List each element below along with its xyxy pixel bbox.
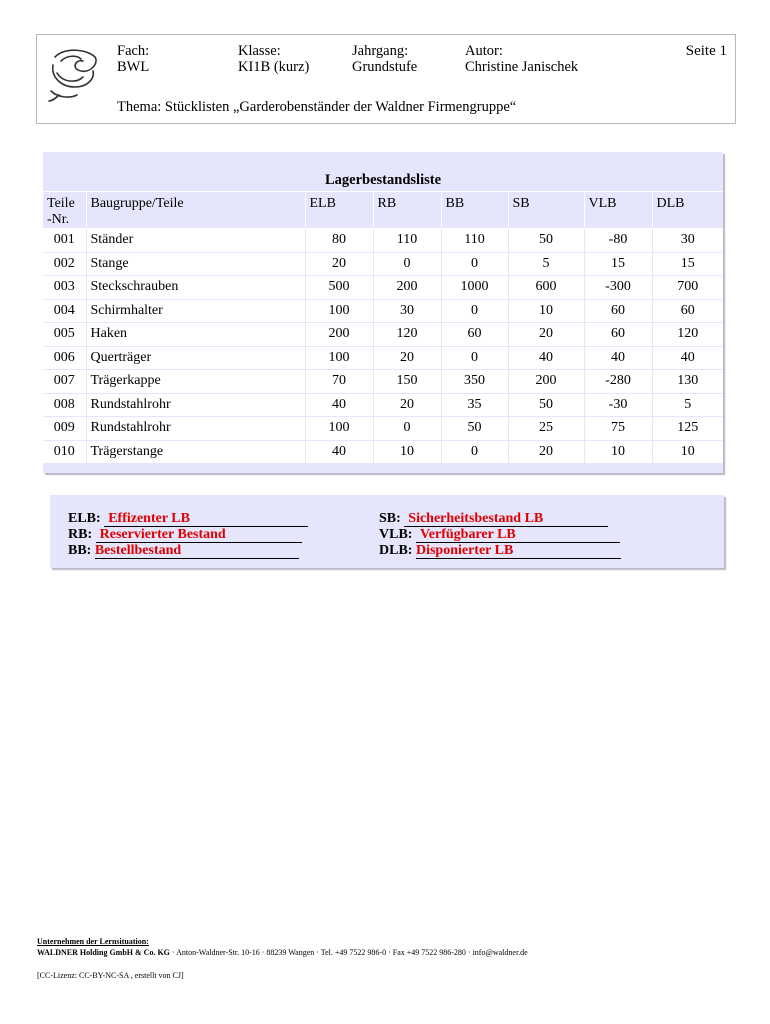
- col-header-teile-nr: Teile -Nr.: [43, 192, 86, 229]
- col-header-rb: RB: [373, 192, 441, 229]
- value-cell: -280: [584, 370, 652, 394]
- footer-company: WALDNER Holding GmbH & Co. KG: [37, 948, 170, 957]
- value-cell: 20: [508, 323, 584, 347]
- value-cell: 60: [584, 299, 652, 323]
- legend-vlb-value: Verfügbarer LB: [416, 528, 620, 543]
- part-name-cell: Schirmhalter: [86, 299, 305, 323]
- value-cell: 120: [373, 323, 441, 347]
- legend-rb: [68, 527, 302, 544]
- jahrgang-field: [352, 43, 417, 75]
- table-row: [43, 370, 723, 394]
- value-cell: 20: [373, 346, 441, 370]
- legend-elb-key: ELB:: [68, 511, 101, 526]
- value-cell: 700: [652, 276, 723, 300]
- value-cell: 600: [508, 276, 584, 300]
- part-name-cell: Querträger: [86, 346, 305, 370]
- table-row: [43, 440, 723, 464]
- value-cell: 10: [652, 440, 723, 464]
- klasse-value: KI1B (kurz): [238, 59, 310, 75]
- value-cell: 130: [652, 370, 723, 394]
- legend-sb: [379, 511, 608, 528]
- part-number-cell: 008: [43, 393, 86, 417]
- value-cell: 40: [652, 346, 723, 370]
- part-name-cell: Stange: [86, 252, 305, 276]
- value-cell: 5: [652, 393, 723, 417]
- value-cell: 20: [305, 252, 373, 276]
- value-cell: 60: [652, 299, 723, 323]
- legend-elb: [68, 511, 308, 528]
- legend-dlb-value: Disponierter LB: [416, 544, 621, 559]
- value-cell: 60: [441, 323, 508, 347]
- value-cell: 40: [305, 440, 373, 464]
- autor-field: [465, 43, 578, 75]
- footer-address: · Anton-Waldner-Str. 10-16 · 88239 Wangen · Tel. +49 7522 986-0 · Fax +49 7522 986-280 · info@waldner.de: [169, 948, 528, 957]
- part-name-cell: Trägerkappe: [86, 370, 305, 394]
- table-header-row: [43, 192, 723, 229]
- part-number-cell: 009: [43, 417, 86, 441]
- part-name-cell: Ständer: [86, 229, 305, 253]
- value-cell: 40: [508, 346, 584, 370]
- col-header-sb: SB: [508, 192, 584, 229]
- value-cell: 150: [373, 370, 441, 394]
- part-number-cell: 003: [43, 276, 86, 300]
- legend-bb-value: Bestellbestand: [95, 544, 299, 559]
- klasse-label: Klasse:: [238, 43, 281, 59]
- value-cell: 0: [373, 417, 441, 441]
- footer-title: Unternehmen der Lernsituation:: [37, 937, 149, 946]
- value-cell: 100: [305, 299, 373, 323]
- col-header-vlb: VLB: [584, 192, 652, 229]
- part-name-cell: Steckschrauben: [86, 276, 305, 300]
- legend-bb: [68, 543, 299, 560]
- value-cell: 200: [373, 276, 441, 300]
- value-cell: 0: [373, 252, 441, 276]
- stock-table-panel: [43, 152, 723, 473]
- part-number-cell: 005: [43, 323, 86, 347]
- value-cell: 15: [584, 252, 652, 276]
- logo-icon: [47, 43, 101, 103]
- value-cell: 100: [305, 417, 373, 441]
- legend-sb-value: Sicherheitsbestand LB: [404, 512, 608, 527]
- value-cell: 100: [305, 346, 373, 370]
- legend-rb-value: Reservierter Bestand: [96, 528, 302, 543]
- value-cell: -300: [584, 276, 652, 300]
- part-number-cell: 006: [43, 346, 86, 370]
- value-cell: 10: [508, 299, 584, 323]
- part-name-cell: Haken: [86, 323, 305, 347]
- value-cell: 125: [652, 417, 723, 441]
- value-cell: 75: [584, 417, 652, 441]
- part-number-cell: 004: [43, 299, 86, 323]
- value-cell: -80: [584, 229, 652, 253]
- legend-bb-key: BB:: [68, 543, 92, 558]
- value-cell: 0: [441, 252, 508, 276]
- value-cell: -30: [584, 393, 652, 417]
- value-cell: 0: [441, 440, 508, 464]
- table-row: [43, 346, 723, 370]
- value-cell: 1000: [441, 276, 508, 300]
- part-number-cell: 002: [43, 252, 86, 276]
- value-cell: 50: [441, 417, 508, 441]
- legend-vlb: [379, 527, 620, 544]
- fach-field: [117, 43, 149, 75]
- value-cell: 10: [373, 440, 441, 464]
- value-cell: 110: [373, 229, 441, 253]
- legend-dlb-key: DLB:: [379, 543, 413, 558]
- value-cell: 80: [305, 229, 373, 253]
- part-number-cell: 001: [43, 229, 86, 253]
- col-header-elb: ELB: [305, 192, 373, 229]
- col-header-bb: BB: [441, 192, 508, 229]
- value-cell: 20: [373, 393, 441, 417]
- value-cell: 20: [508, 440, 584, 464]
- col-header-dlb: DLB: [652, 192, 723, 229]
- legend-elb-value: Effizenter LB: [104, 512, 308, 527]
- table-title: Lagerbestandsliste: [325, 172, 441, 188]
- jahrgang-value: Grundstufe: [352, 59, 418, 75]
- table-row: [43, 323, 723, 347]
- page-number: Seite 1: [685, 43, 727, 59]
- value-cell: 30: [373, 299, 441, 323]
- part-name-cell: Rundstahlrohr: [86, 393, 305, 417]
- value-cell: 200: [508, 370, 584, 394]
- value-cell: 15: [652, 252, 723, 276]
- value-cell: 0: [441, 299, 508, 323]
- value-cell: 35: [441, 393, 508, 417]
- legend-sb-key: SB:: [379, 511, 401, 526]
- autor-value: Christine Janischek: [465, 59, 579, 75]
- document-header: [36, 34, 736, 124]
- table-row: [43, 417, 723, 441]
- legend-panel: [50, 495, 724, 568]
- table-row: [43, 299, 723, 323]
- value-cell: 60: [584, 323, 652, 347]
- klasse-field: [238, 43, 309, 75]
- value-cell: 10: [584, 440, 652, 464]
- autor-label: Autor:: [465, 43, 503, 59]
- col-header-baugruppe: Baugruppe/Teile: [86, 192, 305, 229]
- fach-label: Fach:: [117, 43, 150, 59]
- value-cell: 200: [305, 323, 373, 347]
- legend-rb-key: RB:: [68, 527, 93, 542]
- value-cell: 70: [305, 370, 373, 394]
- table-row: [43, 252, 723, 276]
- part-number-cell: 007: [43, 370, 86, 394]
- value-cell: 50: [508, 229, 584, 253]
- value-cell: 0: [441, 346, 508, 370]
- value-cell: 50: [508, 393, 584, 417]
- table-body: [43, 229, 723, 464]
- thema-line: Thema: Stücklisten „Garderobenständer der Waldner Firmengruppe“: [117, 99, 517, 115]
- value-cell: 110: [441, 229, 508, 253]
- value-cell: 350: [441, 370, 508, 394]
- table-row: [43, 229, 723, 253]
- document-footer: [37, 936, 528, 981]
- footer-license: [CC-Lizenz: CC-BY-NC-SA , erstellt von CJ]: [37, 971, 184, 980]
- value-cell: 500: [305, 276, 373, 300]
- table-row: [43, 276, 723, 300]
- value-cell: 40: [305, 393, 373, 417]
- jahrgang-label: Jahrgang:: [352, 43, 409, 59]
- legend-dlb: [379, 543, 621, 560]
- legend-vlb-key: VLB:: [379, 527, 413, 542]
- part-number-cell: 010: [43, 440, 86, 464]
- value-cell: 5: [508, 252, 584, 276]
- stock-table: [43, 152, 723, 464]
- fach-value: BWL: [117, 59, 150, 75]
- value-cell: 25: [508, 417, 584, 441]
- footer-address-line: [37, 947, 528, 958]
- part-name-cell: Trägerstange: [86, 440, 305, 464]
- part-name-cell: Rundstahlrohr: [86, 417, 305, 441]
- table-row: [43, 393, 723, 417]
- value-cell: 120: [652, 323, 723, 347]
- value-cell: 30: [652, 229, 723, 253]
- value-cell: 40: [584, 346, 652, 370]
